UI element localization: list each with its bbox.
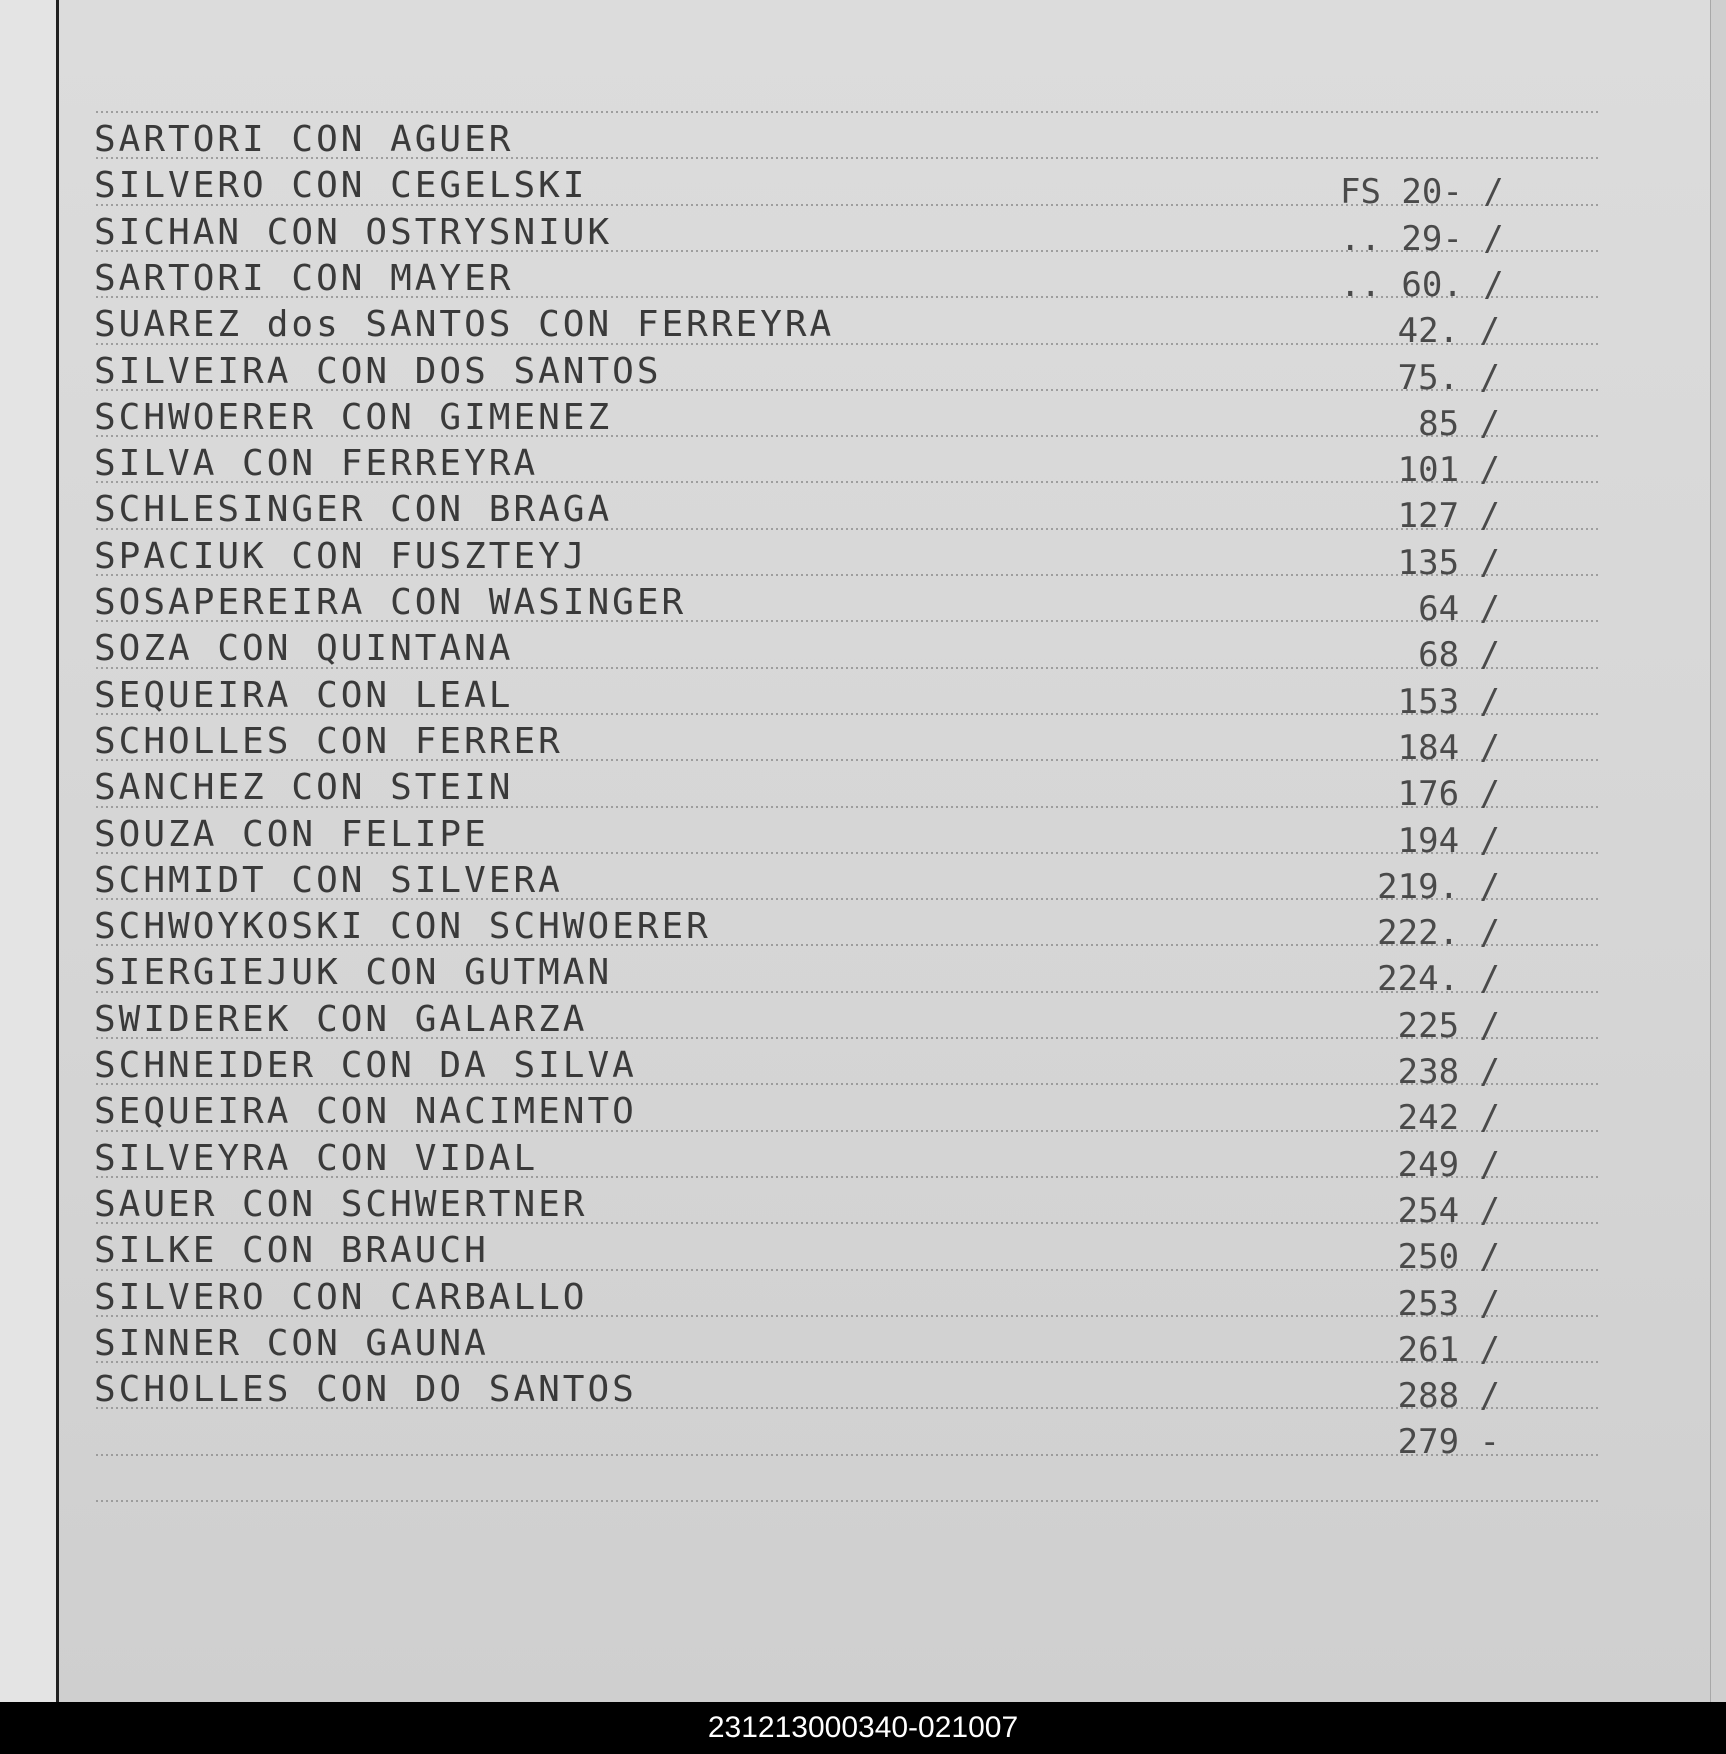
entry-folio: 176 / <box>1397 774 1500 814</box>
entry-folio: 253 / <box>1397 1284 1500 1324</box>
entry-names: SILVERO CON CARBALLO <box>94 1277 588 1318</box>
entry-names: SEQUEIRA CON LEAL <box>94 675 514 716</box>
entry-folio: 222. / <box>1377 913 1500 953</box>
entry-folio: 250 / <box>1397 1237 1500 1277</box>
entry-folio: 225 / <box>1397 1006 1500 1046</box>
entry-names: SCHOLLES CON FERRER <box>94 721 563 762</box>
entry-names: SICHAN CON OSTRYSNIUK <box>94 212 613 253</box>
entry-names: SILVERO CON CEGELSKI <box>94 165 588 206</box>
entry-folio: 238 / <box>1397 1052 1500 1092</box>
entry-names: SCHWOYKOSKI CON SCHWOERER <box>94 906 711 947</box>
entry-names: SUAREZ dos SANTOS CON FERREYRA <box>94 304 835 345</box>
entry-folio: 219. / <box>1377 867 1500 907</box>
entry-folio: 261 / <box>1397 1330 1500 1370</box>
entry-names: SILKE CON BRAUCH <box>94 1230 489 1271</box>
entry-folio: 135 / <box>1397 543 1500 583</box>
entry-folio: 101 / <box>1397 450 1500 490</box>
entry-names: SWIDEREK CON GALARZA <box>94 999 588 1040</box>
entry-folio: 242 / <box>1397 1098 1500 1138</box>
document-id: 231213000340-021007 <box>707 1711 1019 1744</box>
entry-names: SCHNEIDER CON DA SILVA <box>94 1045 637 1086</box>
entry-names: SCHMIDT CON SILVERA <box>94 860 563 901</box>
entry-names: SOSAPEREIRA CON WASINGER <box>94 582 687 623</box>
entry-folio: 254 / <box>1397 1191 1500 1231</box>
entry-folio: 42. / <box>1397 311 1500 351</box>
entry-folio: 249 / <box>1397 1145 1500 1185</box>
entry-names: SARTORI CON MAYER <box>94 258 514 299</box>
entry-folio: FS 20- / <box>1340 172 1504 212</box>
entry-names: SILVEIRA CON DOS SANTOS <box>94 351 662 392</box>
entry-names: SANCHEZ CON STEIN <box>94 767 514 808</box>
entry-names: SCHWOERER CON GIMENEZ <box>94 397 613 438</box>
entry-names: SINNER CON GAUNA <box>94 1323 489 1364</box>
entry-folio: 279 - <box>1397 1422 1500 1462</box>
entry-folio: 68 / <box>1418 635 1500 675</box>
entry-folio: 194 / <box>1397 821 1500 861</box>
entry-folio: .. 60. / <box>1340 265 1504 305</box>
entry-names: SILVEYRA CON VIDAL <box>94 1138 539 1179</box>
entry-names: SAUER CON SCHWERTNER <box>94 1184 588 1225</box>
entry-names: SIERGIEJUK CON GUTMAN <box>94 952 613 993</box>
entry-folio <box>1340 121 1500 171</box>
entry-folio: 75. / <box>1397 358 1500 398</box>
entry-names: SCHLESINGER CON BRAGA <box>94 489 613 530</box>
entry-names: SARTORI CON AGUER <box>94 119 514 160</box>
entry-names: SCHOLLES CON DO SANTOS <box>94 1369 637 1410</box>
entry-folio: 288 / <box>1397 1376 1500 1416</box>
entry-folio: 64 / <box>1418 589 1500 629</box>
entry-names: SOZA CON QUINTANA <box>94 628 514 669</box>
entry-names: SILVA CON FERREYRA <box>94 443 539 484</box>
entry-names: SEQUEIRA CON NACIMENTO <box>94 1091 637 1132</box>
entry-folio: 127 / <box>1397 496 1500 536</box>
entry-folio: 153 / <box>1397 682 1500 722</box>
entry-names: SOUZA CON FELIPE <box>94 814 489 855</box>
entry-names: SPACIUK CON FUSZTEYJ <box>94 536 588 577</box>
entry-folio: 184 / <box>1397 728 1500 768</box>
entry-folio: 224. / <box>1377 959 1500 999</box>
entry-folio: 85 / <box>1418 404 1500 444</box>
entry-folio: .. 29- / <box>1340 219 1504 259</box>
